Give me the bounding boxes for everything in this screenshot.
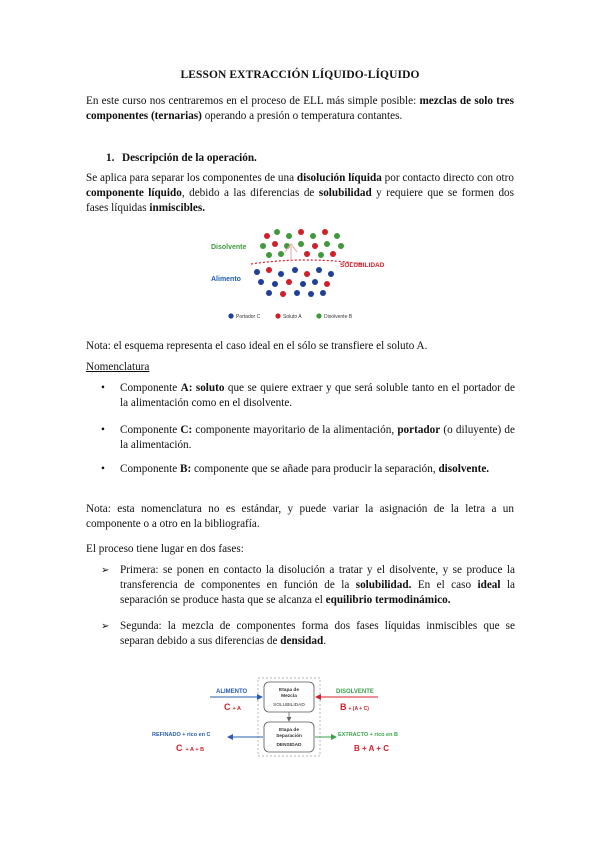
particle-dot: [286, 279, 292, 285]
particle-dot: [300, 281, 306, 287]
label-alimento: Alimento: [211, 276, 241, 283]
fases-intro: El proceso tiene lugar en dos fases:: [86, 543, 244, 555]
particle-dot: [324, 241, 330, 247]
particle-dot: [330, 251, 336, 257]
fase-bold: densidad: [280, 635, 324, 647]
fase-bold: ideal: [477, 579, 501, 591]
bullet-text: componente que se añade para producir la separación,: [191, 463, 439, 475]
particle-dot: [266, 267, 272, 273]
particle-dot: [312, 279, 318, 285]
disolvente-comp-sub: + (A + C): [348, 706, 369, 712]
box1-line1: Etapa de: [279, 688, 299, 693]
particle-dot: [280, 291, 286, 297]
particle-dot: [324, 281, 330, 287]
nomenclatura-heading: Nomenclatura: [86, 361, 150, 373]
fase-bold: equilibrio termodinámico.: [325, 594, 451, 606]
bullet-text: que se quiere extraer y que será soluble tanto en el portador de la alimentación como en el disolvente.: [120, 382, 515, 409]
particle-dot: [260, 243, 266, 249]
bullet-text: (o diluyente) de la alimentación.: [120, 424, 515, 451]
particle-dot: [308, 291, 314, 297]
bullet-dot: •: [101, 463, 105, 475]
alimento-comp-sub: + A: [232, 706, 242, 712]
legend-disolvente: Disolvente B: [324, 314, 353, 320]
legend-disolvente-dot: [316, 313, 321, 318]
particle-dot: [312, 243, 318, 249]
particle-dot: [272, 281, 278, 287]
bullet-bold: A: soluto: [180, 382, 225, 394]
disolvente-comp-main: B: [340, 702, 347, 712]
bullet-bold: portador: [397, 424, 441, 436]
disolvente-label: DISOLVENTE: [336, 689, 374, 695]
particle-dot: [298, 229, 304, 235]
solubility-scheme-figure: [205, 222, 405, 322]
particle-dot: [258, 279, 264, 285]
section-heading: [106, 152, 257, 164]
particle-dot: [304, 251, 310, 257]
particle-dot: [254, 269, 260, 275]
desc-text-3: , debido a las diferencias de: [181, 187, 319, 199]
refinado-comp-main: C: [176, 743, 183, 753]
bullet-dot: •: [101, 424, 105, 436]
legend-soluto: Soluto A: [283, 314, 302, 320]
particle-dot: [310, 233, 316, 239]
fase-text: Primera: se ponen en contacto la disolución a tratar y el disolvente, y se produce la transferencia de componentes en función de la: [120, 564, 515, 591]
intro-text-end: operando a presión o temperatura contantes.: [201, 110, 403, 122]
desc-bold-2: componente líquido: [86, 187, 182, 199]
box1-line3: SOLUBILIDAD: [273, 703, 305, 708]
bullet-bold: B:: [179, 463, 192, 475]
particle-dot: [304, 271, 310, 277]
bullet-bold: C:: [180, 424, 193, 436]
alimento-label: ALIMENTO: [216, 689, 248, 695]
refinado-label: REFINADO + rico en C: [152, 732, 211, 738]
box1-line2: Mezcla: [281, 694, 297, 699]
particle-dot: [292, 267, 298, 273]
desc-text-1: Se aplica para separar los componentes de una: [86, 172, 297, 184]
particle-dot: [274, 229, 280, 235]
legend-portador: Portador C: [236, 314, 261, 320]
list-item: [101, 462, 515, 477]
particle-dot: [278, 271, 284, 277]
process-diagram-figure: [140, 676, 460, 758]
section-title: Descripción de la operación.: [122, 152, 257, 164]
alimento-comp-main: C: [224, 702, 231, 712]
particle-dot: [328, 271, 334, 277]
label-disolvente: Disolvente: [211, 244, 247, 251]
list-item: [101, 423, 515, 453]
particle-dot: [322, 229, 328, 235]
desc-bold-3: solubilidad: [318, 187, 372, 199]
list-item: [101, 563, 515, 608]
fase-text: Segunda: la mezcla de componentes forma dos fases líquidas inmiscibles que se separan debido a sus diferencias de: [120, 620, 515, 647]
particle-dot: [272, 241, 278, 247]
desc-text-2: por contacto directo con otro: [381, 172, 514, 184]
nota-1: Nota: el esquema representa el caso ideal en el sólo se transfiere el soluto A.: [86, 340, 428, 352]
particle-dot: [286, 233, 292, 239]
particle-dot: [264, 233, 270, 239]
extracto-label: EXTRACTO + rico en B: [338, 732, 398, 738]
desc-text-4: y requiere que se formen dos fases líquidas: [86, 187, 514, 214]
bullet-dot: •: [101, 382, 105, 394]
box2-line1: Etapa de: [279, 728, 299, 733]
legend-portador-dot: [228, 313, 233, 318]
refinado-composition: [176, 743, 204, 753]
description-paragraph: [86, 171, 514, 216]
bullet-text: Componente: [120, 463, 180, 475]
box2-line3: DENSIDAD: [276, 743, 302, 748]
list-item: [101, 619, 515, 649]
bullet-text: Componente: [120, 424, 181, 436]
section-number: 1.: [106, 152, 115, 164]
label-solubilidad: SOLUBILIDAD: [340, 262, 385, 269]
particle-dot: [318, 252, 324, 258]
particle-dot: [338, 243, 344, 249]
alimento-composition: [224, 702, 241, 712]
arrow-bullet-icon: ➢: [101, 621, 110, 632]
fase-text: la separación se produce hasta que se alcanza el: [120, 579, 515, 606]
particle-dot: [278, 251, 284, 257]
list-item: [101, 381, 515, 411]
fase-text: .: [323, 635, 327, 647]
arrow-bullet-icon: ➢: [101, 565, 110, 576]
intro-text: En este curso nos centraremos en el proceso de ELL más simple posible:: [86, 95, 420, 107]
page-title: LESSON EXTRACCIÓN LÍQUIDO-LÍQUIDO: [180, 69, 420, 81]
intro-paragraph: [86, 94, 514, 124]
bullet-text: componente mayoritario de la alimentación,: [192, 424, 398, 436]
particle-dots: [254, 229, 344, 297]
fase-text: En el caso: [411, 579, 478, 591]
particle-dot: [266, 252, 272, 258]
particle-dot: [320, 290, 326, 296]
extracto-composition: B + A + C: [354, 744, 389, 753]
bullet-text: Componente: [120, 382, 181, 394]
desc-bold-4: inmiscibles.: [149, 202, 206, 214]
fase-bold: solubilidad.: [355, 579, 412, 591]
legend-soluto-dot: [275, 313, 280, 318]
particle-dot: [294, 290, 300, 296]
desc-bold-1: disolución líquida: [296, 172, 382, 184]
nota-2: Nota: esta nomenclatura no es estándar, y puede variar la asignación de la letra a un componente o a otro en la bibliografía.: [86, 503, 514, 530]
particle-dot: [316, 267, 322, 273]
particle-dot: [298, 241, 304, 247]
particle-dot: [266, 290, 272, 296]
disolvente-composition: [340, 702, 369, 712]
bullet-bold: disolvente.: [438, 463, 490, 475]
intro-bold: mezclas de solo tres componentes (ternarias): [86, 95, 515, 122]
particle-dot: [334, 233, 340, 239]
box2-line2: Separación: [276, 734, 302, 739]
refinado-comp-sub: + A + B: [185, 747, 205, 753]
